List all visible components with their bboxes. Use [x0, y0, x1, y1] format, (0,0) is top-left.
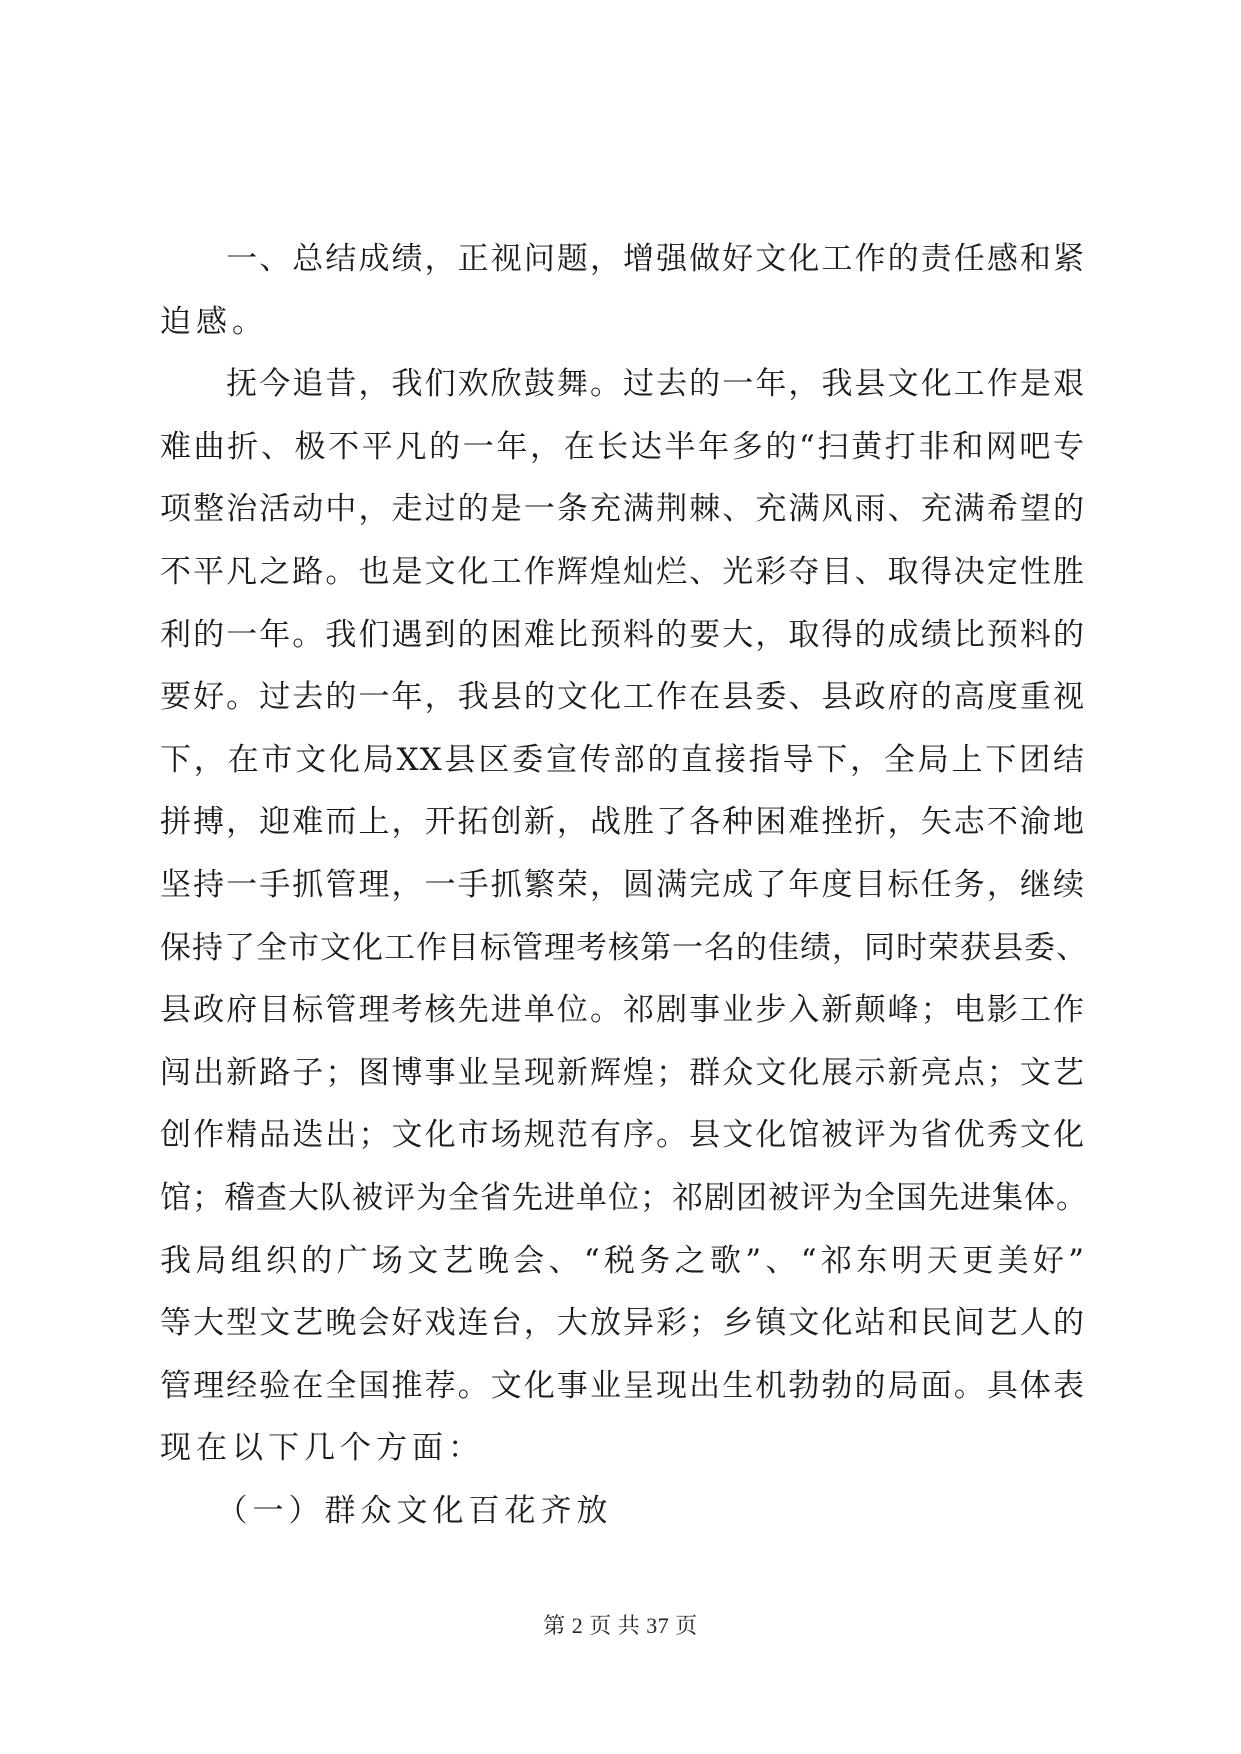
text-line: 项整治活动中，走过的是一条充满荆棘、充满风雨、充满希望的	[160, 491, 1085, 528]
text-line: 管理经验在全国推荐。文化事业呈现出生机勃勃的局面。具体表	[160, 1367, 1085, 1404]
text-line: 等大型文艺晚会好戏连台，大放异彩；乡镇文化站和民间艺人的	[160, 1305, 1085, 1342]
text-line: 抚今追昔，我们欢欣鼓舞。过去的一年，我县文化工作是艰	[160, 366, 1085, 403]
text-line: 创作精品迭出；文化市场规范有序。县文化馆被评为省优秀文化	[160, 1117, 1085, 1154]
text-line: 坚持一手抓管理，一手抓繁荣，圆满完成了年度目标任务，继续	[160, 866, 1085, 903]
text-line: 馆；稽查大队被评为全省先进单位；祁剧团被评为全国先进集体。	[160, 1179, 1088, 1216]
text-line: 一、总结成绩，正视问题，增强做好文化工作的责任感和紧	[160, 241, 1085, 277]
text-line: 不平凡之路。也是文化工作辉煌灿烂、光彩夺目、取得决定性胜	[160, 553, 1085, 590]
page-number-footer: 第 2 页 共 37 页	[543, 1613, 698, 1638]
text-line: 拼搏，迎难而上，开拓创新，战胜了各种困难挫折，矢志不渝地	[160, 804, 1085, 841]
body-text	[160, 228, 1088, 1542]
text-line: 闯出新路子；图博事业呈现新辉煌；群众文化展示新亮点；文艺	[160, 1054, 1085, 1091]
text-line: 我局组织的广场文艺晚会、“税务之歌”、“祁东明天更美好”	[160, 1242, 1085, 1279]
text-line: 利的一年。我们遇到的困难比预料的要大，取得的成绩比预料的	[160, 616, 1085, 653]
text-line: 迫感。	[160, 303, 268, 340]
text-line: 县政府目标管理考核先进单位。祁剧事业步入新颠峰；电影工作	[160, 992, 1085, 1029]
text-line: 难曲折、极不平凡的一年，在长达半年多的“扫黄打非和网吧专	[160, 428, 1085, 465]
section-heading: （一）群众文化百花齐放	[160, 1492, 613, 1529]
text-line: 现在以下几个方面：	[160, 1430, 484, 1467]
text-line: 要好。过去的一年，我县的文化工作在县委、县政府的高度重视	[160, 679, 1085, 716]
text-line: 保持了全市文化工作目标管理考核第一名的佳绩，同时荣获县委、	[160, 929, 1088, 966]
text-line: 下，在市文化局XX县区委宣传部的直接指导下，全局上下团结	[160, 741, 1085, 778]
